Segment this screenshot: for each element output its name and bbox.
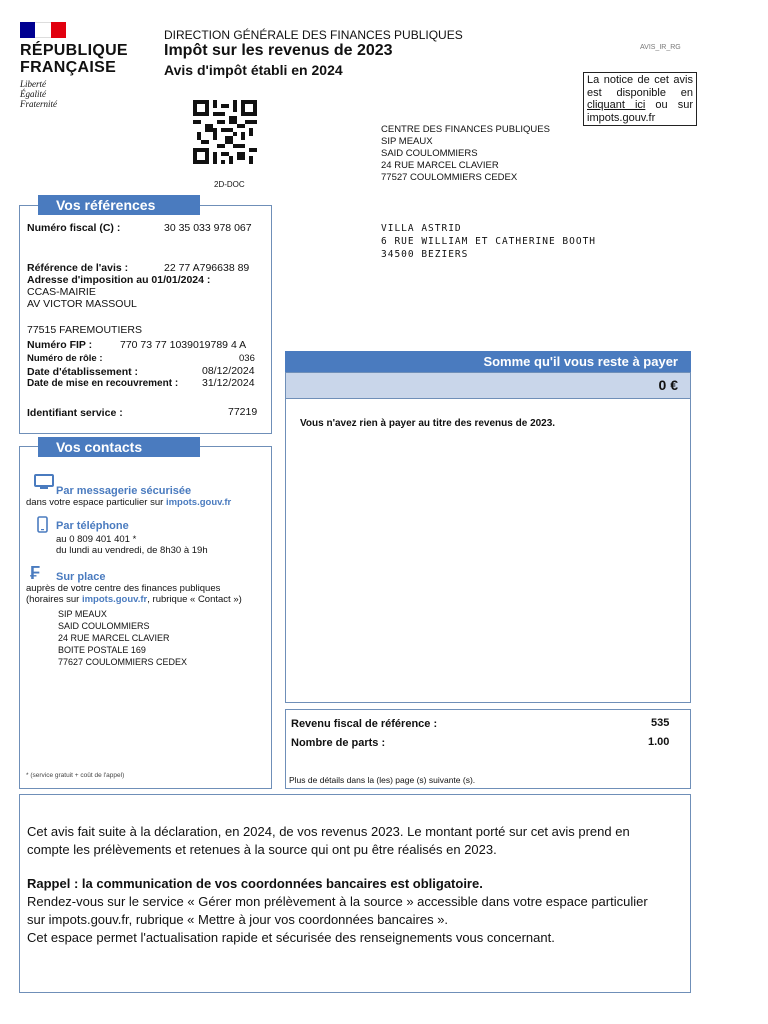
sender-line: 24 RUE MARCEL CLAVIER	[381, 160, 499, 171]
place-address-line: SAID COULOMMIERS	[58, 621, 150, 631]
place-text2	[26, 594, 242, 605]
messagerie-title: Par messagerie sécurisée	[56, 485, 192, 497]
document-code: AVIS_IR_RG	[640, 44, 681, 51]
footer-text	[27, 823, 667, 947]
recouv-value: 31/12/2024	[202, 377, 255, 389]
role-label: Numéro de rôle :	[27, 353, 103, 364]
contacts-footnote: * (service gratuit + coût de l'appel)	[26, 772, 125, 779]
place-address-line: BOITE POSTALE 169	[58, 645, 146, 655]
messagerie-text	[26, 497, 231, 508]
place-address-line: 24 RUE MARCEL CLAVIER	[58, 633, 170, 643]
ref-avis-label: Référence de l'avis :	[27, 262, 129, 274]
address-line: CCAS-MAIRIE	[27, 286, 96, 298]
address-line: 77515 FAREMOUTIERS	[27, 324, 142, 336]
sender-line: CENTRE DES FINANCES PUBLIQUES	[381, 124, 550, 135]
qr-code-icon	[193, 100, 257, 164]
telephone-number: au 0 809 401 401 *	[56, 534, 137, 545]
service-label: Identifiant service :	[27, 407, 123, 419]
computer-icon	[34, 474, 54, 495]
address-line: AV VICTOR MASSOUL	[27, 298, 137, 310]
payment-message: Vous n'avez rien à payer au titre des revenus de 2023.	[300, 418, 556, 429]
sender-line: 77527 COULOMMIERS CEDEX	[381, 172, 518, 183]
rfr-value: 535	[651, 717, 670, 729]
telephone-hours: du lundi au vendredi, de 8h30 à 19h	[56, 545, 208, 556]
ref-avis-value: 22 77 A796638 89	[164, 262, 250, 274]
flag-icon	[20, 22, 66, 38]
recipient-line: 6 RUE WILLIAM ET CATHERINE BOOTH	[381, 236, 597, 247]
fiscal-number-label: Numéro fiscal (C) :	[27, 222, 121, 234]
footer-para2: Rendez-vous sur le service « Gérer mon prélèvement à la source » accessible dans votre espace particulier sur impots.gouv.fr, rubrique « Mettre à jour vos coordonnées bancaires ».	[27, 894, 648, 927]
messagerie-text-label: dans votre espace particulier sur	[26, 497, 164, 508]
place-link[interactable]: impots.gouv.fr	[81, 594, 148, 605]
recipient-line: VILLA ASTRID	[381, 223, 462, 234]
address-line	[27, 310, 142, 322]
notice-box	[583, 72, 697, 126]
parts-value: 1.00	[648, 736, 670, 748]
parts-label: Nombre de parts :	[291, 737, 386, 749]
fiscal-number-value: 30 35 033 978 067	[164, 222, 252, 234]
etab-label: Date d'établissement :	[27, 366, 139, 378]
tax-subtitle: Avis d'impôt établi en 2024	[164, 62, 343, 78]
address-label: Adresse d'imposition au 01/01/2024 :	[27, 274, 211, 286]
rfr-label: Revenu fiscal de référence :	[291, 718, 438, 730]
sender-line: SIP MEAUX	[381, 136, 433, 147]
contacts-title: Vos contacts	[38, 437, 200, 457]
place-address-line: 77627 COULOMMIERS CEDEX	[58, 657, 188, 667]
fiscal-more: Plus de détails dans la (les) page (s) suivante (s).	[289, 775, 476, 785]
messagerie-link[interactable]: impots.gouv.fr	[165, 497, 232, 508]
role-value: 036	[239, 353, 255, 364]
republique-logo	[20, 22, 140, 109]
payment-amount: 0 €	[658, 377, 678, 393]
footer-para1: Cet avis fait suite à la déclaration, en 2024, de vos revenus 2023. Le montant porté sur cet avis prend en compte les prélèvements et retenues à la source qui ont pu être réalisés en 2023.	[27, 824, 630, 857]
footer-para3: Cet espace permet l'actualisation rapide et sécurisée des renseignements vous concernant.	[27, 930, 555, 945]
place-text2a: (horaires sur	[26, 594, 80, 605]
tax-title: Impôt sur les revenus de 2023	[164, 42, 393, 59]
logo-line1: RÉPUBLIQUE	[20, 42, 128, 59]
recipient-address	[381, 222, 596, 261]
place-address	[58, 608, 187, 668]
references-title: Vos références	[38, 195, 200, 215]
notice-link[interactable]: cliquant ici	[587, 99, 646, 111]
motto-liberte: Liberté	[20, 79, 46, 89]
logo-line2: FRANÇAISE	[20, 59, 117, 76]
sender-line: SAID COULOMMIERS	[381, 148, 478, 159]
sender-address	[381, 124, 550, 184]
notice-text1: La notice de cet avis est disponible en	[587, 74, 693, 99]
euro-icon: ₣	[30, 563, 41, 583]
direction-title: DIRECTION GÉNÉRALE DES FINANCES PUBLIQUES	[164, 28, 463, 42]
service-value: 77219	[228, 406, 258, 418]
fip-value: 770 73 77 1039019789 4 A	[120, 339, 247, 351]
place-text2b: , rubrique « Contact »)	[147, 594, 242, 605]
fip-label: Numéro FIP :	[27, 339, 93, 351]
recouv-label: Date de mise en recouvrement :	[27, 378, 179, 389]
payment-body-box	[285, 398, 691, 703]
qr-caption: 2D-DOC	[214, 180, 245, 189]
footer-rappel: Rappel : la communication de vos coordonnées bancaires est obligatoire.	[27, 876, 483, 891]
recipient-line: 34500 BEZIERS	[381, 249, 469, 260]
etab-value: 08/12/2024	[202, 365, 255, 377]
place-text1: auprès de votre centre des finances publiques	[26, 583, 221, 594]
motto-egalite: Égalité	[20, 89, 46, 99]
telephone-title: Par téléphone	[56, 520, 129, 532]
tax-address	[27, 286, 142, 336]
motto-fraternite: Fraternité	[20, 99, 57, 109]
notice-text2: ou sur impots.gouv.fr	[587, 99, 693, 124]
qr-code	[193, 100, 257, 164]
phone-icon	[37, 516, 48, 538]
place-title: Sur place	[56, 571, 106, 583]
payment-title: Somme qu'il vous reste à payer	[483, 354, 678, 369]
place-address-line: SIP MEAUX	[58, 609, 107, 619]
